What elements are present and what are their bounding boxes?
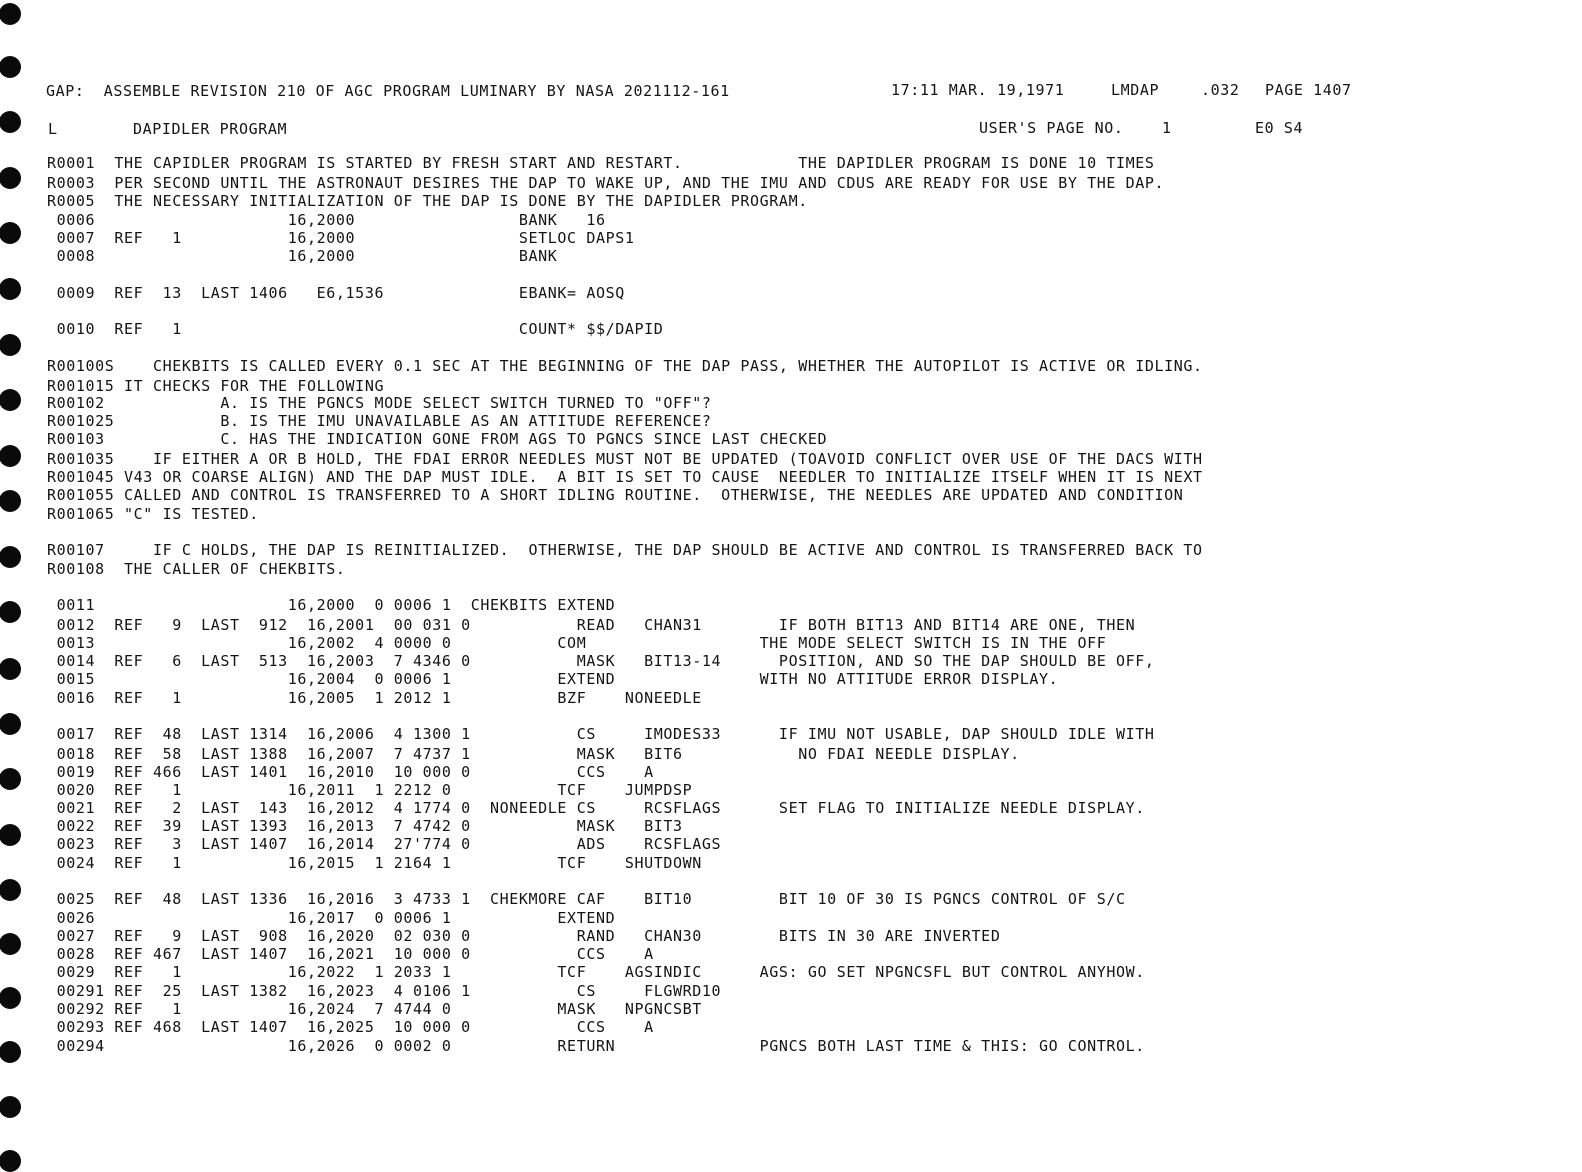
listing-line: 00294 16,2026 0 0002 0 RETURN PGNCS BOTH LAST TIME & THIS: GO CONTROL. xyxy=(47,1037,1145,1055)
listing-line: 0029 REF 1 16,2022 1 2033 1 TCF AGSINDIC AGS: GO SET NPGNCSFL BUT CONTROL ANYHOW. xyxy=(47,963,1145,981)
listing-line: 0021 REF 2 LAST 143 16,2012 4 1774 0 NONEEDLE CS RCSFLAGS SET FLAG TO INITIALIZE NEEDLE DISPLAY. xyxy=(47,799,1145,817)
listing-line: 00291 REF 25 LAST 1382 16,2023 4 0106 1 CS FLGWRD10 xyxy=(47,982,722,1000)
listing-line: R00107 IF C HOLDS, THE DAP IS REINITIALIZED. OTHERWISE, THE DAP SHOULD BE ACTIVE AND CONTROL IS TRANSFERRED BACK TO xyxy=(47,541,1203,559)
listing-line: R0003 PER SECOND UNTIL THE ASTRONAUT DESIRES THE DAP TO WAKE UP, AND THE IMU AND CDUS ARE READY FOR USE BY THE DAP. xyxy=(47,174,1165,192)
listing-line: 0007 REF 1 16,2000 SETLOC DAPS1 xyxy=(47,229,635,247)
listing-line: 0027 REF 9 LAST 908 16,2020 02 030 0 RAND CHAN30 BITS IN 30 ARE INVERTED xyxy=(47,927,1001,945)
user-page-number: USER'S PAGE NO. 1 xyxy=(979,119,1172,137)
listing-line: R00102 A. IS THE PGNCS MODE SELECT SWITCH TURNED TO "OFF"? xyxy=(47,394,712,412)
header-page-number: PAGE 1407 xyxy=(1265,81,1352,99)
listing-line: R00103 C. HAS THE INDICATION GONE FROM AGS TO PGNCS SINCE LAST CHECKED xyxy=(47,430,828,448)
listing-line: 0016 REF 1 16,2005 1 2012 1 BZF NONEEDLE xyxy=(47,689,702,707)
listing-line: 0020 REF 1 16,2011 1 2212 0 TCF JUMPDSP xyxy=(47,781,693,799)
listing-line: 0008 16,2000 BANK xyxy=(47,247,558,265)
listing-line: 0012 REF 9 LAST 912 16,2001 00 031 0 READ CHAN31 IF BOTH BIT13 AND BIT14 ARE ONE, THEN xyxy=(47,616,1136,634)
listing-line: R0001 THE CAPIDLER PROGRAM IS STARTED BY FRESH START AND RESTART. THE DAPIDLER PROGRAM IS DONE 10 TIMES xyxy=(47,154,1155,172)
header-title: GAP: ASSEMBLE REVISION 210 OF AGC PROGRAM LUMINARY BY NASA 2021112-161 xyxy=(46,82,730,100)
subheader-left: L xyxy=(48,120,58,138)
header-timestamp: 17:11 MAR. 19,1971 xyxy=(891,81,1065,99)
listing-line: R001035 IF EITHER A OR B HOLD, THE FDAI ERROR NEEDLES MUST NOT BE UPDATED (TOAVOID CONFLICT OVER USE OF THE DACS WITH xyxy=(47,450,1203,468)
listing-line: R001045 V43 OR COARSE ALIGN) AND THE DAP MUST IDLE. A BIT IS SET TO CAUSE NEEDLER TO INITIALIZE ITSELF WHEN IT IS NEXT xyxy=(47,468,1203,486)
listing-line: 0006 16,2000 BANK 16 xyxy=(47,211,606,229)
listing-line: 0017 REF 48 LAST 1314 16,2006 4 1300 1 CS IMODES33 IF IMU NOT USABLE, DAP SHOULD IDLE WITH xyxy=(47,725,1155,743)
program-title: DAPIDLER PROGRAM xyxy=(133,120,288,138)
header-module: LMDAP xyxy=(1111,81,1160,99)
listing-line: 0025 REF 48 LAST 1336 16,2016 3 4733 1 CHEKMORE CAF BIT10 BIT 10 OF 30 IS PGNCS CONTROL OF S/C xyxy=(47,890,1126,908)
listing-line: 0018 REF 58 LAST 1388 16,2007 7 4737 1 MASK BIT6 NO FDAI NEEDLE DISPLAY. xyxy=(47,745,1020,763)
listing-line: R00108 THE CALLER OF CHEKBITS. xyxy=(47,560,346,578)
listing-line: R001025 B. IS THE IMU UNAVAILABLE AS AN ATTITUDE REFERENCE? xyxy=(47,412,712,430)
listing-line: 0028 REF 467 LAST 1407 16,2021 10 000 0 CCS A xyxy=(47,945,654,963)
listing-line: 0019 REF 466 LAST 1401 16,2010 10 000 0 CCS A xyxy=(47,763,654,781)
listing-line: 0013 16,2002 4 0000 0 COM THE MODE SELECT SWITCH IS IN THE OFF xyxy=(47,634,1107,652)
listing-line: 00292 REF 1 16,2024 7 4744 0 MASK NPGNCSBT xyxy=(47,1000,702,1018)
listing-line: R001055 CALLED AND CONTROL IS TRANSFERRED TO A SHORT IDLING ROUTINE. OTHERWISE, THE NEEDLES ARE UPDATED AND CONDITION xyxy=(47,486,1184,504)
header-code: .032 xyxy=(1201,81,1240,99)
listing-line: 0023 REF 3 LAST 1407 16,2014 27'774 0 ADS RCSFLAGS xyxy=(47,835,722,853)
listing-line: R00100S CHEKBITS IS CALLED EVERY 0.1 SEC AT THE BEGINNING OF THE DAP PASS, WHETHER THE AUTOPILOT IS ACTIVE OR IDLING. xyxy=(47,357,1203,375)
listing-line: R0005 THE NECESSARY INITIALIZATION OF THE DAP IS DONE BY THE DAPIDLER PROGRAM. xyxy=(47,192,808,210)
listing-line: 0015 16,2004 0 0006 1 EXTEND WITH NO ATTITUDE ERROR DISPLAY. xyxy=(47,670,1059,688)
listing-line: 0024 REF 1 16,2015 1 2164 1 TCF SHUTDOWN xyxy=(47,854,702,872)
listing-line: 0011 16,2000 0 0006 1 CHEKBITS EXTEND xyxy=(47,596,616,614)
listing-line: 0026 16,2017 0 0006 1 EXTEND xyxy=(47,909,616,927)
listing-line: R001015 IT CHECKS FOR THE FOLLOWING xyxy=(47,377,385,395)
listing-line: 0009 REF 13 LAST 1406 E6,1536 EBANK= AOSQ xyxy=(47,284,625,302)
listing-line: R001065 "C" IS TESTED. xyxy=(47,505,259,523)
listing-line: 0010 REF 1 COUNT* $$/DAPID xyxy=(47,320,664,338)
subheader-tag: E0 S4 xyxy=(1255,119,1304,137)
listing-line: 0014 REF 6 LAST 513 16,2003 7 4346 0 MASK BIT13-14 POSITION, AND SO THE DAP SHOULD BE OFF, xyxy=(47,652,1155,670)
listing-line: 0022 REF 39 LAST 1393 16,2013 7 4742 0 MASK BIT3 xyxy=(47,817,683,835)
listing-line: 00293 REF 468 LAST 1407 16,2025 10 000 0 CCS A xyxy=(47,1018,654,1036)
